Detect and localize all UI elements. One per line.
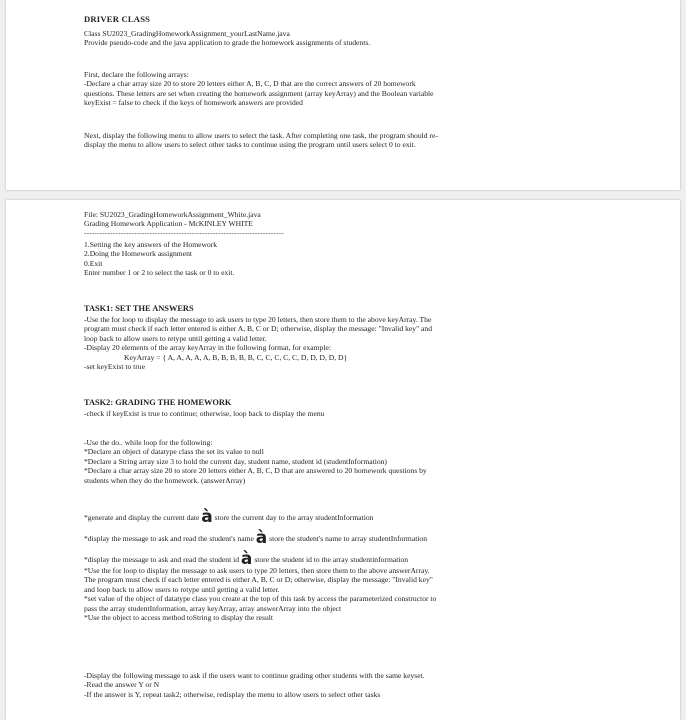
paragraph-line: questions. These letters are set when creating the homework assignment (array keyArray) and the Boolean variable [84, 88, 434, 98]
task2-check [84, 409, 660, 418]
task2-line: pass the array studentInformation, array keyArray, array answerArray into the object [84, 603, 342, 613]
document-page-1 [6, 0, 680, 190]
task2-line: students when they do the homework. (answerArray) [84, 475, 246, 485]
arrow-glyph: à [201, 507, 213, 527]
menu-list [84, 240, 660, 278]
task1-line: -set keyExist to true [84, 362, 145, 372]
task2-line: -check if keyExist is true to continue; otherwise, loop back to display the menu [84, 409, 325, 418]
task2-line: *Use the object to access method toString to display the result [84, 613, 273, 623]
bullet-id [84, 549, 660, 569]
bullet-line [84, 507, 660, 527]
bullet-text: store the student's name to array studentInformation [269, 534, 428, 543]
task2-line: The program must check if each letter entered is either A, B, C or D; otherwise, display the message: "Invalid key" [84, 575, 433, 585]
document-page-2 [6, 200, 680, 720]
bullet-text: *display the message to ask and read the student's name [84, 534, 254, 543]
paragraph-line: display the menu to allow users to select other tasks to continue using the program until users select 0 to exit. [84, 140, 416, 150]
paragraph-line: Next, display the following menu to allow users to select the task. After completing one task, the program should re- [84, 131, 438, 140]
menu-item: 1.Setting the key answers of the Homework [84, 240, 218, 249]
file-line: File: SU2023_GradingHomeworkAssignment_White.java [84, 210, 261, 219]
paragraph-line: keyExist = false to check if the keys of homework answers are provided [84, 98, 303, 108]
bullet-name [84, 528, 660, 548]
task1-body [84, 315, 660, 371]
arrow-glyph: à [240, 549, 253, 569]
task2-line: -If the answer is Y, repeat task2; otherwise, redisplay the menu to allow users to select other tasks [84, 689, 381, 699]
task2-line: and loop back to allow users to retype until getting a valid letter. [84, 584, 280, 594]
task1-line: -Display 20 elements of the array keyArray in the following format, for example: [84, 343, 331, 353]
paragraph-line: -Declare a char array size 20 to store 20 letters either A, B, C, D that are the correct answers of 20 homework [84, 79, 416, 89]
page-title: DRIVER CLASS [84, 14, 151, 24]
class-name-text: Class SU2023_GradingHomeworkAssignment_yourLastName.java [84, 29, 290, 38]
task2-line: *set value of the object of datatype class you create at the top of this task by access the parameterized constructor to [84, 594, 437, 604]
task1-line: loop back to allow users to retype until getting a valid letter. [84, 333, 267, 343]
provide-text: Provide pseudo-code and the java application to grade the homework assignments of students. [84, 38, 371, 48]
task2-line: -Read the answer Y or N [84, 680, 160, 690]
task2-heading: TASK2: GRADING THE HOMEWORK [84, 398, 232, 407]
bullet-date [84, 507, 660, 527]
task2-more [84, 566, 660, 622]
task2-line: *Declare a String array size 3 to hold the current day, student name, student id (studentInformation) [84, 456, 387, 466]
task2-line: -Use the do.. while loop for the following: [84, 438, 213, 447]
do-while-block [84, 438, 660, 485]
arrow-glyph: à [255, 528, 268, 548]
menu-prompt: Enter number 1 or 2 to select the task or 0 to exit. [84, 268, 235, 278]
task1-line: -Use the for loop to display the message to ask users to type 20 letters, then store them to the above keyArray. The [84, 315, 432, 324]
task1-heading: TASK1: SET THE ANSWERS [84, 304, 194, 313]
bullet-line [84, 549, 660, 569]
paragraph-line: First, declare the following arrays: [84, 70, 189, 79]
bullet-text: *generate and display the current date [84, 513, 200, 522]
bullet-text: *display the message to ask and read the student id [84, 555, 240, 564]
menu-paragraph [84, 131, 660, 150]
task2-line: *Use the for loop to display the message to ask users to type 20 letters, then store them to the above answerArray. [84, 566, 430, 575]
bullet-text: store the student id to the array studentinformation [254, 555, 409, 564]
task2-line: *Declare a char array size 20 to store 20 letters either A, B, C, D that are answered to 20 homework questions by [84, 466, 427, 476]
divider-line [84, 230, 660, 237]
class-line [84, 29, 660, 48]
task2-line: -Display the following message to ask if the users want to continue grading other students with the same keyset. [84, 671, 425, 680]
bullet-line [84, 528, 660, 548]
task2-line: *Declare an object of datatype class the set its value to null [84, 447, 264, 457]
task1-line: program must check if each letter entered is either A, B, C or D; otherwise, display the message: "Invalid key" and [84, 324, 433, 334]
file-header [84, 210, 660, 229]
menu-item: 0.Exit [84, 258, 103, 268]
bullet-text: store the current day to the array studentInformation [214, 513, 374, 522]
divider-text: ---------------------------------------------------------------------------- [84, 230, 284, 237]
task2-final [84, 671, 660, 699]
menu-item: 2.Doing the Homework assignment [84, 249, 192, 259]
app-line: Grading Homework Application - McKINLEY WHITE [84, 219, 253, 229]
arrays-paragraph [84, 70, 660, 108]
key-array-example: KeyArray = { A, A, A, A, A, B, B, B, B, B, C, C, C, C, C, D, D, D, D, D} [124, 352, 348, 362]
